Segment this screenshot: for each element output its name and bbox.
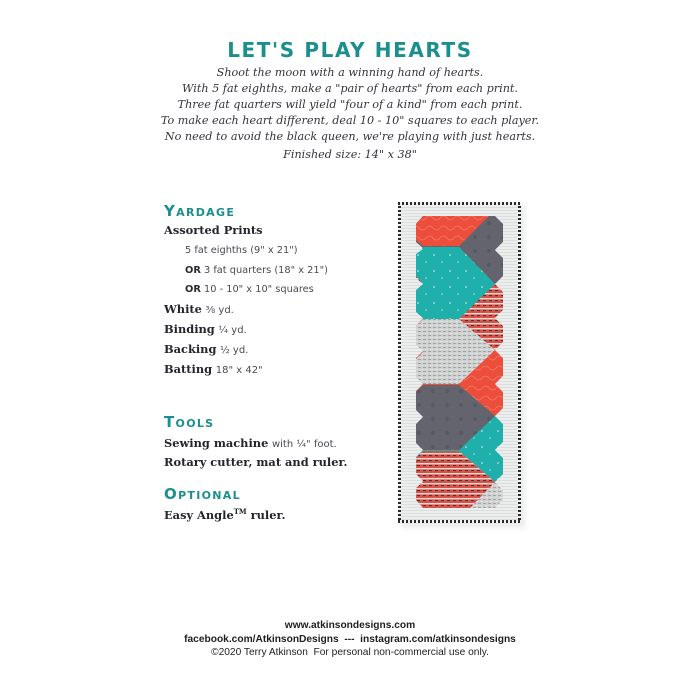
- item-label: Easy Angle: [164, 508, 234, 522]
- item-label: Batting: [164, 362, 213, 376]
- intro-line: To make each heart different, deal 10 - 10" squares to each player.: [160, 114, 540, 127]
- option-prefix: OR: [185, 284, 201, 295]
- website-link[interactable]: www.atkinsondesigns.com: [284, 620, 416, 631]
- yardage-option: [185, 284, 314, 295]
- heading-rest: OOLS: [175, 417, 215, 430]
- trademark-mark: TM: [233, 507, 247, 516]
- quilt-photo: [398, 202, 521, 523]
- item-label: White: [164, 302, 202, 316]
- heading-rest: ARDAGE: [176, 206, 236, 219]
- page-title: LET'S PLAY HEARTS: [227, 38, 473, 62]
- finished-size: Finished size: 14" x 38": [283, 148, 417, 161]
- copyright-text: ©2020 Terry Atkinson For personal non-commercial use only.: [211, 647, 489, 658]
- tool-item: [164, 436, 337, 450]
- heading-initial: T: [164, 413, 176, 431]
- item-label: Sewing machine: [164, 436, 269, 450]
- yardage-option: [185, 265, 328, 276]
- social-links[interactable]: facebook.com/AtkinsonDesigns --- instagram.com/atkinsondesigns: [184, 634, 516, 645]
- yardage-item-white: [164, 302, 234, 316]
- item-label: Backing: [164, 342, 217, 356]
- intro-line: Shoot the moon with a winning hand of hearts.: [216, 66, 484, 79]
- item-amount: 18" x 42": [215, 365, 263, 376]
- option-prefix: OR: [185, 265, 201, 276]
- item-amount: ¼ yd.: [218, 325, 247, 336]
- intro-line: No need to avoid the black queen, we're playing with just hearts.: [164, 130, 536, 143]
- item-amount: ½ yd.: [220, 345, 249, 356]
- tool-item: [164, 455, 347, 469]
- item-suffix: ruler.: [246, 508, 286, 522]
- item-amount: ⅜ yd.: [205, 305, 234, 316]
- intro-line: Three fat quarters will yield "four of a kind" from each print.: [177, 98, 523, 111]
- optional-item: [164, 508, 285, 522]
- item-label: Binding: [164, 322, 215, 336]
- tools-heading: [164, 413, 214, 431]
- heading-initial: Y: [164, 202, 177, 220]
- heart-blocks: [408, 216, 511, 508]
- option-text: 5 fat eighths (9" x 21"): [185, 245, 298, 256]
- heading-rest: PTIONAL: [178, 489, 241, 502]
- intro-line: With 5 fat eighths, make a "pair of hearts" from each print.: [182, 82, 518, 95]
- label: Assorted Prints: [164, 223, 263, 237]
- yardage-item-backing: [164, 342, 248, 356]
- yardage-option: [185, 245, 298, 256]
- optional-heading: [164, 485, 241, 503]
- intro-paragraph: [0, 65, 700, 145]
- option-text: 10 - 10" x 10" squares: [200, 284, 314, 295]
- assorted-prints-label: [164, 223, 263, 237]
- yardage-item-binding: [164, 322, 247, 336]
- item-label: Rotary cutter, mat and ruler.: [164, 455, 348, 469]
- option-text: 3 fat quarters (18" x 21"): [200, 265, 328, 276]
- yardage-item-batting: [164, 362, 263, 376]
- heading-initial: O: [164, 485, 179, 503]
- yardage-heading: [164, 202, 235, 220]
- item-detail: with ¼" foot.: [271, 439, 337, 450]
